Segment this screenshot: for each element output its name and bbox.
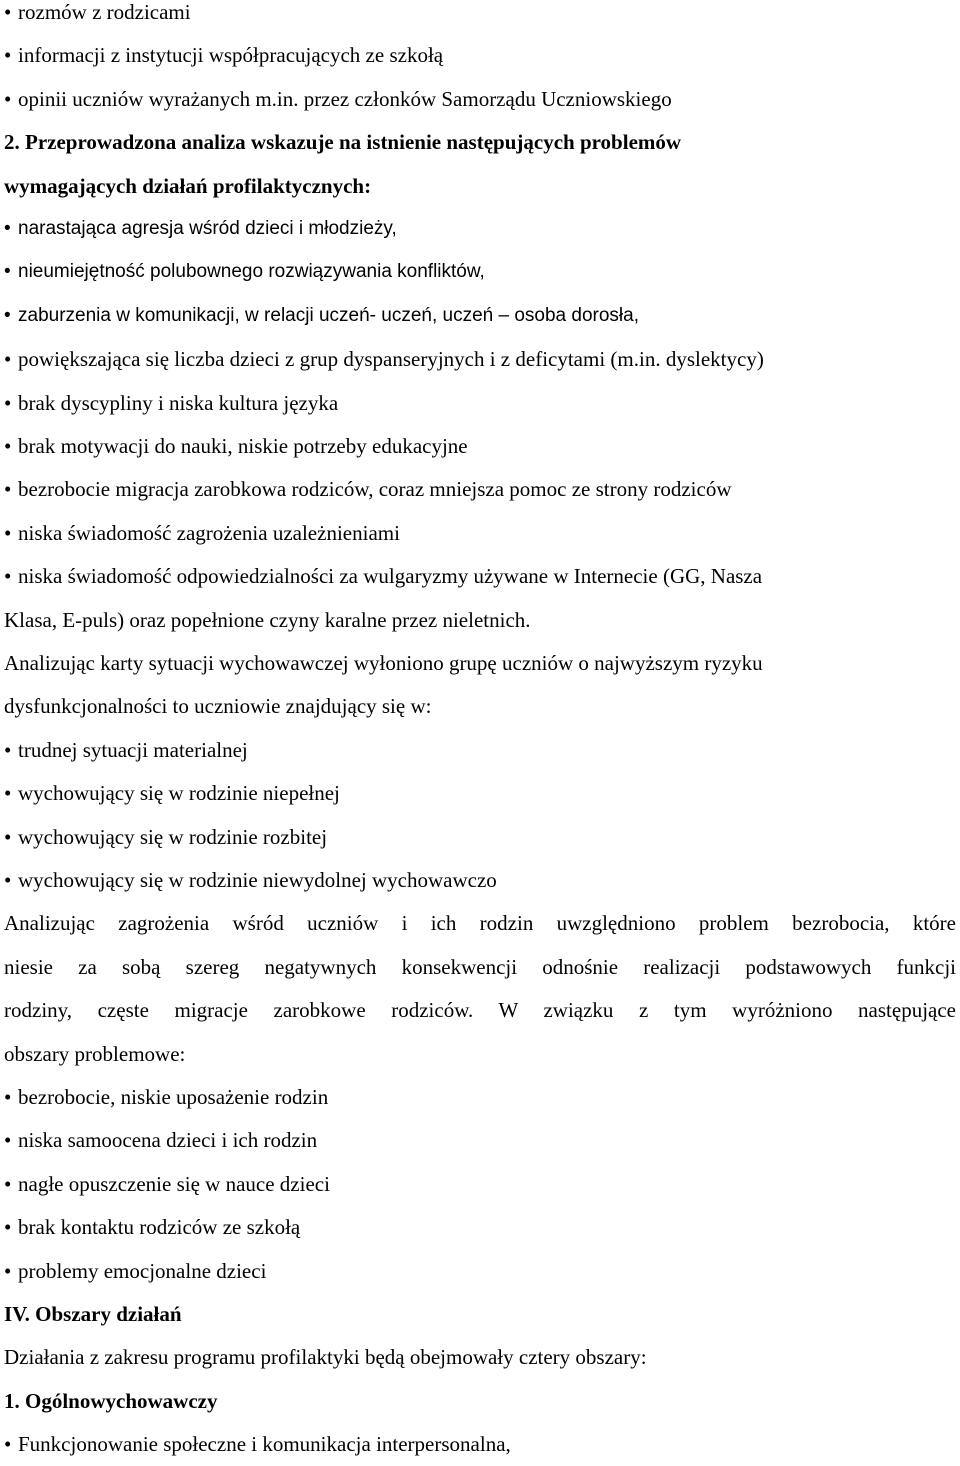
text-line xyxy=(4,901,956,945)
list-item xyxy=(4,858,956,902)
bullet-marker: • xyxy=(4,1171,12,1196)
list-item xyxy=(4,1249,956,1293)
bullet-marker: • xyxy=(4,1085,12,1109)
line-text: wychowujący się w rodzinie rozbitej xyxy=(18,824,328,849)
line-text: narastająca agresja wśród dzieci i młodzieży, xyxy=(18,218,397,239)
bullet-marker: • xyxy=(4,43,12,68)
line-text: niesie za sobą szereg negatywnych konsekwencji odnośnie realizacji podstawowych funkcji xyxy=(4,954,956,979)
line-text: powiększająca się liczba dzieci z grup dyspanseryjnych i z deficytami (m.in. dyslektycy) xyxy=(18,347,764,372)
line-text: obszary problemowe: xyxy=(4,1041,186,1066)
text-line xyxy=(4,641,956,685)
line-text: 1. Ogólnowychowawczy xyxy=(4,1388,218,1413)
list-item xyxy=(4,467,956,511)
list-item xyxy=(4,250,956,294)
list-item xyxy=(4,424,956,468)
bullet-marker: • xyxy=(4,564,12,589)
text-line xyxy=(4,988,956,1032)
bullet-marker: • xyxy=(4,218,11,239)
bullet-marker: • xyxy=(4,261,11,283)
list-item xyxy=(4,771,956,815)
list-item xyxy=(4,1118,956,1162)
bullet-marker: • xyxy=(4,86,12,111)
line-text: niska świadomość zagrożenia uzależnieniami xyxy=(18,520,400,545)
line-text: rodziny, częste migracje zarobkowe rodziców. W związku z tym wyróżniono następujące xyxy=(4,998,956,1023)
line-text: informacji z instytucji współpracujących ze szkołą xyxy=(18,43,444,68)
bullet-marker: • xyxy=(4,0,12,24)
list-item xyxy=(4,0,956,34)
list-item xyxy=(4,294,956,338)
list-item xyxy=(4,1162,956,1206)
line-text: wychowujący się w rodzinie niepełnej xyxy=(18,781,340,806)
list-item xyxy=(4,511,956,555)
text-line xyxy=(4,1032,956,1076)
bullet-marker: • xyxy=(4,347,12,372)
line-text: IV. Obszary działań xyxy=(4,1302,182,1326)
text-line xyxy=(4,945,956,989)
line-text: brak dyscypliny i niska kultura języka xyxy=(18,390,339,415)
list-item xyxy=(4,815,956,859)
line-text: rozmów z rodzicami xyxy=(18,0,191,24)
bullet-marker: • xyxy=(4,304,11,326)
line-text: 2. Przeprowadzona analiza wskazuje na istnienie następujących problemów xyxy=(4,130,682,155)
line-text: bezrobocie migracja zarobkowa rodziców, coraz mniejsza pomoc ze strony rodziców xyxy=(18,477,732,502)
line-text: niska samoocena dzieci i ich rodzin xyxy=(18,1128,318,1153)
bullet-marker: • xyxy=(4,1258,12,1283)
bullet-marker: • xyxy=(4,434,12,458)
bullet-marker: • xyxy=(4,390,12,415)
list-item xyxy=(4,1422,956,1466)
text-line xyxy=(4,1379,956,1423)
text-line xyxy=(4,1292,956,1336)
bullet-marker: • xyxy=(4,1128,12,1153)
list-item xyxy=(4,554,956,598)
list-item xyxy=(4,381,956,425)
line-text: problemy emocjonalne dzieci xyxy=(18,1258,267,1283)
line-text: nagłe opuszczenie się w nauce dzieci xyxy=(18,1171,330,1196)
bullet-marker: • xyxy=(4,737,12,762)
list-item xyxy=(4,728,956,772)
line-text: niska świadomość odpowiedzialności za wulgaryzmy używane w Internecie (GG, Nasza xyxy=(18,564,763,589)
bullet-marker: • xyxy=(4,781,12,806)
line-text: bezrobocie, niskie uposażenie rodzin xyxy=(18,1085,329,1109)
line-text: brak kontaktu rodziców ze szkołą xyxy=(18,1215,301,1240)
text-line xyxy=(4,164,956,208)
line-text: brak motywacji do nauki, niskie potrzeby edukacyjne xyxy=(18,434,468,458)
text-line xyxy=(4,1335,956,1379)
list-item xyxy=(4,33,956,77)
line-text: Analizując zagrożenia wśród uczniów i ich rodzin uwzględniono problem bezrobocia, które xyxy=(4,911,956,936)
line-text: zaburzenia w komunikacji, w relacji uczeń- uczeń, uczeń – osoba dorosła, xyxy=(18,304,639,326)
list-item xyxy=(4,207,956,251)
line-text: wychowujący się w rodzinie niewydolnej wychowawczo xyxy=(18,868,497,892)
line-text: opinii uczniów wyrażanych m.in. przez członków Samorządu Uczniowskiego xyxy=(18,86,672,111)
line-text: Klasa, E-puls) oraz popełnione czyny karalne przez nieletnich. xyxy=(4,607,531,632)
bullet-marker: • xyxy=(4,477,12,502)
list-item xyxy=(4,337,956,381)
text-line xyxy=(4,598,956,642)
text-line xyxy=(4,684,956,728)
list-item xyxy=(4,1205,956,1249)
bullet-marker: • xyxy=(4,868,12,892)
bullet-marker: • xyxy=(4,1215,12,1240)
line-text: Działania z zakresu programu profilaktyki będą obejmowały cztery obszary: xyxy=(4,1345,647,1370)
line-text: dysfunkcjonalności to uczniowie znajdujący się w: xyxy=(4,694,432,719)
line-text: trudnej sytuacji materialnej xyxy=(18,737,248,762)
text-line xyxy=(4,120,956,164)
line-text: Analizując karty sytuacji wychowawczej wyłoniono grupę uczniów o najwyższym ryzyku xyxy=(4,651,763,675)
bullet-marker: • xyxy=(4,520,12,545)
line-text: wymagających działań profilaktycznych: xyxy=(4,173,372,198)
list-item xyxy=(4,1075,956,1119)
list-item xyxy=(4,77,956,121)
bullet-marker: • xyxy=(4,1432,12,1457)
line-text: Funkcjonowanie społeczne i komunikacja interpersonalna, xyxy=(18,1432,511,1457)
line-text: nieumiejętność polubownego rozwiązywania konfliktów, xyxy=(18,261,485,283)
bullet-marker: • xyxy=(4,824,12,849)
